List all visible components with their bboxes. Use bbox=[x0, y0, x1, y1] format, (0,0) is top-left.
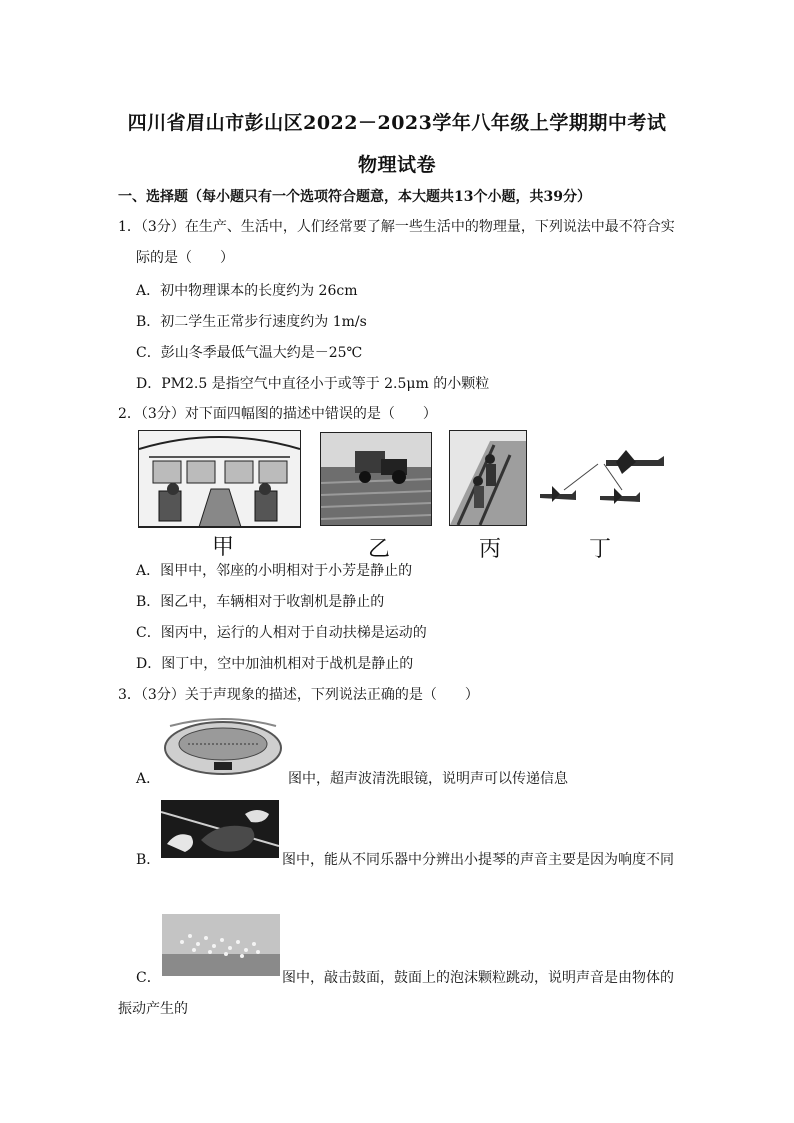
q2-option-a: A．图甲中，邻座的小明相对于小芳是静止的 bbox=[136, 563, 413, 579]
q3-option-c-text-line2: 振动产生的 bbox=[118, 1001, 188, 1017]
q1-option-a: A．初中物理课本的长度约为 26cm bbox=[136, 283, 358, 299]
caption-bing: 丙 bbox=[479, 537, 502, 562]
q3-option-a-label: A． bbox=[136, 771, 161, 787]
harvester-image bbox=[320, 432, 432, 526]
drum-foam-image bbox=[162, 914, 280, 976]
escalator-image bbox=[449, 430, 527, 526]
caption-ding: 丁 bbox=[589, 537, 612, 562]
exam-title: 四川省眉山市彭山区2022－2023学年八年级上学期期中考试 bbox=[127, 112, 667, 134]
q1-stem-line2: 际的是（ ） bbox=[136, 250, 234, 266]
q1-option-d: D．PM2.5 是指空气中直径小于或等于 2.5μm 的小颗粒 bbox=[136, 376, 490, 392]
q2-option-c: C．图丙中，运行的人相对于自动扶梯是运动的 bbox=[136, 625, 427, 641]
q3-option-c-text-line1: 图中，敲击鼓面，鼓面上的泡沫颗粒跳动，说明声音是由物体的 bbox=[282, 970, 674, 986]
q3-option-a-text: 图中，超声波清洗眼镜，说明声可以传递信息 bbox=[288, 771, 568, 787]
q1-option-b: B．初二学生正常步行速度约为 1m/s bbox=[136, 314, 367, 330]
q1-option-c: C．彭山冬季最低气温大约是－25℃ bbox=[136, 345, 363, 361]
q3-stem: 3．（3分）关于声现象的描述，下列说法正确的是（ ） bbox=[118, 687, 479, 703]
q1-stem-line1: 1．（3分）在生产、生活中，人们经常要了解一些生活中的物理量，下列说法中最不符合实 bbox=[118, 219, 675, 235]
section-heading: 一、选择题（每小题只有一个选项符合题意，本大题共13个小题，共39分） bbox=[118, 189, 591, 205]
q3-option-b-label: B． bbox=[136, 852, 161, 868]
q3-option-c-label: C． bbox=[136, 970, 161, 986]
caption-jia: 甲 bbox=[212, 535, 235, 560]
aerial-refueling-image bbox=[536, 446, 666, 510]
bus-interior-image bbox=[138, 430, 301, 528]
violin-image bbox=[161, 800, 279, 858]
q2-stem: 2．（3分）对下面四幅图的描述中错误的是（ ） bbox=[118, 406, 437, 422]
q2-option-d: D．图丁中，空中加油机相对于战机是静止的 bbox=[136, 656, 414, 672]
ultrasonic-cleaner-image bbox=[160, 718, 286, 780]
exam-subtitle: 物理试卷 bbox=[357, 154, 436, 176]
q3-option-b-text: 图中，能从不同乐器中分辨出小提琴的声音主要是因为响度不同 bbox=[282, 852, 674, 868]
caption-yi: 乙 bbox=[368, 537, 391, 562]
q2-option-b: B．图乙中，车辆相对于收割机是静止的 bbox=[136, 594, 385, 610]
